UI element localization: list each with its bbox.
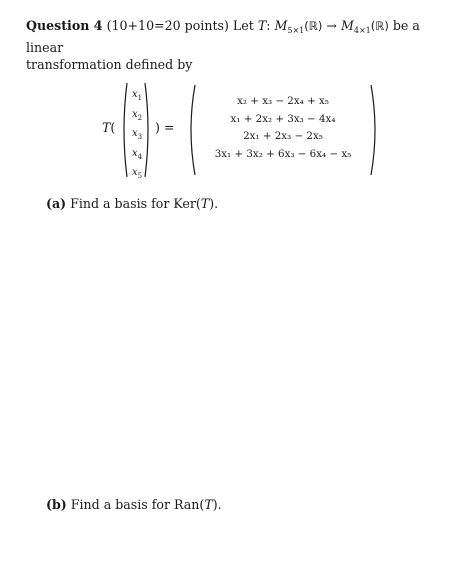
domain-subscript: 5×1 [287,26,305,35]
arrow-symbol: → [326,18,337,33]
input-entry-3: $x_3$ [131,128,143,141]
question-let: Let [232,18,254,33]
codomain-subscript: 4×1 [353,26,371,35]
output-entry-3: 2x₁ + 2x₃ − 2x₅ [243,130,323,142]
map-colon: : [266,18,271,33]
part-b-map: T [204,497,213,512]
question-line2: transformation defined by [26,57,193,72]
input-entry-5: $x_5$ [131,167,143,180]
input-vector-entries [126,87,148,185]
codomain-field: (ℝ) [370,19,389,33]
domain-space: M [274,18,288,33]
lhs-open-paren: ( [110,120,116,135]
part-b-close: ). [212,497,222,512]
part-a-text: Find a basis for Ker( [70,196,201,211]
domain-field: (ℝ) [304,19,323,33]
part-a-close: ). [209,196,219,211]
close-paren-equals: ) = [155,120,175,135]
output-vector [186,80,380,180]
transformation-equation [90,80,390,180]
question-tail: be a linear [26,18,420,55]
part-b-prompt [46,496,222,513]
part-a-prompt [46,195,218,212]
question-label: Question 4 [26,18,103,33]
input-entry-4: $x_4$ [131,147,143,161]
input-entry-2: $x_2$ [131,108,143,122]
lhs-map-application [102,120,115,135]
output-entry-4: 3x₁ + 3x₂ + 6x₃ − 6x₄ − x₅ [214,147,352,160]
map-symbol: T [257,18,267,33]
codomain-space: M [340,18,354,33]
part-b-text: Find a basis for Ran( [70,497,205,512]
part-a-label: (a) [46,196,67,211]
output-entry-1: x₂ + x₃ − 2x₄ + x₅ [237,95,329,107]
question-statement [26,17,456,73]
lhs-map: T [102,120,111,135]
input-vector [120,80,152,180]
question-points: (10+10=20 points) [106,18,229,33]
output-vector-entries [196,93,370,163]
input-entry-1: $x_1$ [131,89,143,102]
part-b-label: (b) [46,497,67,512]
output-entry-2: x₁ + 2x₂ + 3x₃ − 4x₄ [230,112,336,125]
part-a-map: T [200,196,210,211]
